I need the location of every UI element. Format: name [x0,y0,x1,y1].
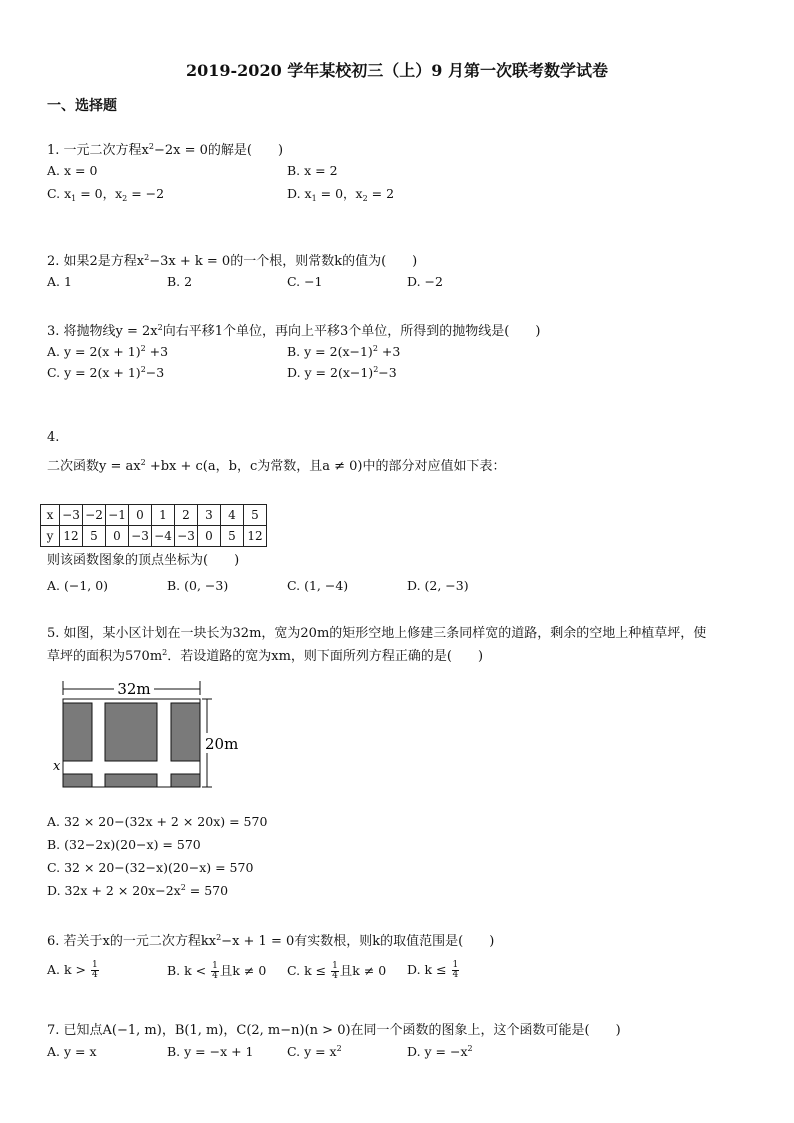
q2-option-b: B. 2 [167,274,193,289]
table-cell: 3 [198,505,221,526]
table-cell: y [41,526,60,547]
table-cell: −1 [106,505,129,526]
table-cell: 12 [244,526,267,547]
table-row-x [41,505,267,526]
q2-option-c: C. −1 [287,274,323,289]
q4-option-c: C. (1, −4) [287,578,349,593]
q3-option-d: D. $y = 2(x-1)^2-3$ [287,365,397,380]
q7-option-b: B. y = −x + 1 [167,1044,254,1059]
q7-option-c: C. $y = x^2$ [287,1044,342,1059]
q5-option-a: A. 32 × 20−(32x + 2 × 20x) = 570 [47,814,268,829]
road-width-label: x [53,759,61,774]
grass-block [63,774,92,787]
q4-number: 4. [47,430,60,445]
table-cell: 5 [221,526,244,547]
q6-option-d: D. k ≤ $\frac{1}{4}$ [407,960,459,980]
q7-option-a: A. y = x [47,1044,97,1059]
table-cell: 5 [244,505,267,526]
q5-stem-line1: 5. 如图，某小区计划在一块长为32m，宽为20m的矩形空地上修建三条同样宽的道路，剩余的空地上种植草坪，使 [47,626,707,641]
fraction: $\frac{1}{4}$ [452,960,459,980]
table-cell: −4 [152,526,175,547]
grass-block [171,703,200,761]
grass-block [171,774,200,787]
q1-option-c: C. $x_1 = 0$，$x_2 = -2$ [47,186,165,203]
q2-stem: 2. 如果2是方程$x^2-3x + k = 0$的一个根，则常数k的值为( ) [47,253,418,269]
q6-option-c: C. k ≤ $\frac{1}{4}$ 且k ≠ 0 [287,961,387,981]
q1-stem: 1. 一元二次方程$x^2-2x = 0$的解是( ) [47,142,284,158]
q4-option-a: A. (−1, 0) [47,578,109,593]
q6-option-a: A. k > $\frac{1}{4}$ [47,960,98,980]
q3-option-b: B. $y = 2(x-1)^2 +3$ [287,344,401,359]
table-cell: 1 [152,505,175,526]
q5-road-figure [50,677,250,793]
q5-option-b: B. (32−2x)(20−x) = 570 [47,837,201,852]
q7-option-d: D. $y = -x^2$ [407,1044,473,1059]
q1-option-d: D. $x_1 = 0$，$x_2 = 2$ [287,186,395,203]
table-cell: −2 [83,505,106,526]
table-cell: 5 [83,526,106,547]
table-cell: −3 [60,505,83,526]
q5-option-d: D. $32x + 2 \times 20x-2x^2 = 570$ [47,883,229,898]
q1-option-b: B. x = 2 [287,163,338,178]
table-cell: 0 [129,505,152,526]
section-heading: 一、选择题 [47,98,117,114]
q3-option-a: A. $y = 2(x + 1)^2 +3$ [47,344,169,359]
q4-stem: 二次函数$y = ax^2 +bx + c(a$，b，c为常数，且a ≠ 0)中的部分对应值如下表： [47,458,506,474]
q2-option-d: D. −2 [407,274,443,289]
q5-stem-line2: 草坪的面积为$570m^2$．若设道路的宽为xm，则下面所列方程正确的是( ) [47,648,484,664]
grass-block [63,703,92,761]
fraction: $\frac{1}{4}$ [91,960,98,980]
q3-stem: 3. 将抛物线$y = 2x^2$向右平移1个单位，再向上平移3个单位，所得到的抛物线是( ) [47,323,541,339]
table-cell: −3 [175,526,198,547]
table-cell: 4 [221,505,244,526]
table-cell: −3 [129,526,152,547]
grass-block [105,703,157,761]
q4-option-d: D. (2, −3) [407,578,469,593]
fraction: $\frac{1}{4}$ [212,961,218,981]
q4-question: 则该函数图象的顶点坐标为( ) [47,553,240,568]
table-cell: 0 [198,526,221,547]
table-cell: x [41,505,60,526]
q6-option-b: B. k < $\frac{1}{4}$ 且k ≠ 0 [167,961,267,981]
q7-stem: 7. 已知点A(−1, m)，B(1, m)，C(2, m−n)(n > 0)在同一个函数的图象上，这个函数可能是( ) [47,1023,621,1038]
table-row-y [41,526,267,547]
table-cell: 0 [106,526,129,547]
grass-block [105,774,157,787]
width-label: 20m [205,735,239,753]
q6-stem: 6. 若关于x的一元二次方程$kx^2-x + 1 = 0$有实数根，则k的取值范围是( ) [47,933,495,949]
table-cell: 12 [60,526,83,547]
q4-value-table [40,504,267,547]
q4-option-b: B. (0, −3) [167,578,229,593]
length-label: 32m [117,680,151,698]
q5-option-c: C. 32 × 20−(32−x)(20−x) = 570 [47,860,254,875]
q2-option-a: A. 1 [47,274,72,289]
q1-option-a: A. x = 0 [47,163,98,178]
q3-option-c: C. $y = 2(x + 1)^2-3$ [47,365,165,380]
fraction: $\frac{1}{4}$ [332,961,338,981]
exam-title: 2019-2020 学年某校初三（上）9 月第一次联考数学试卷 [186,61,608,80]
table-cell: 2 [175,505,198,526]
